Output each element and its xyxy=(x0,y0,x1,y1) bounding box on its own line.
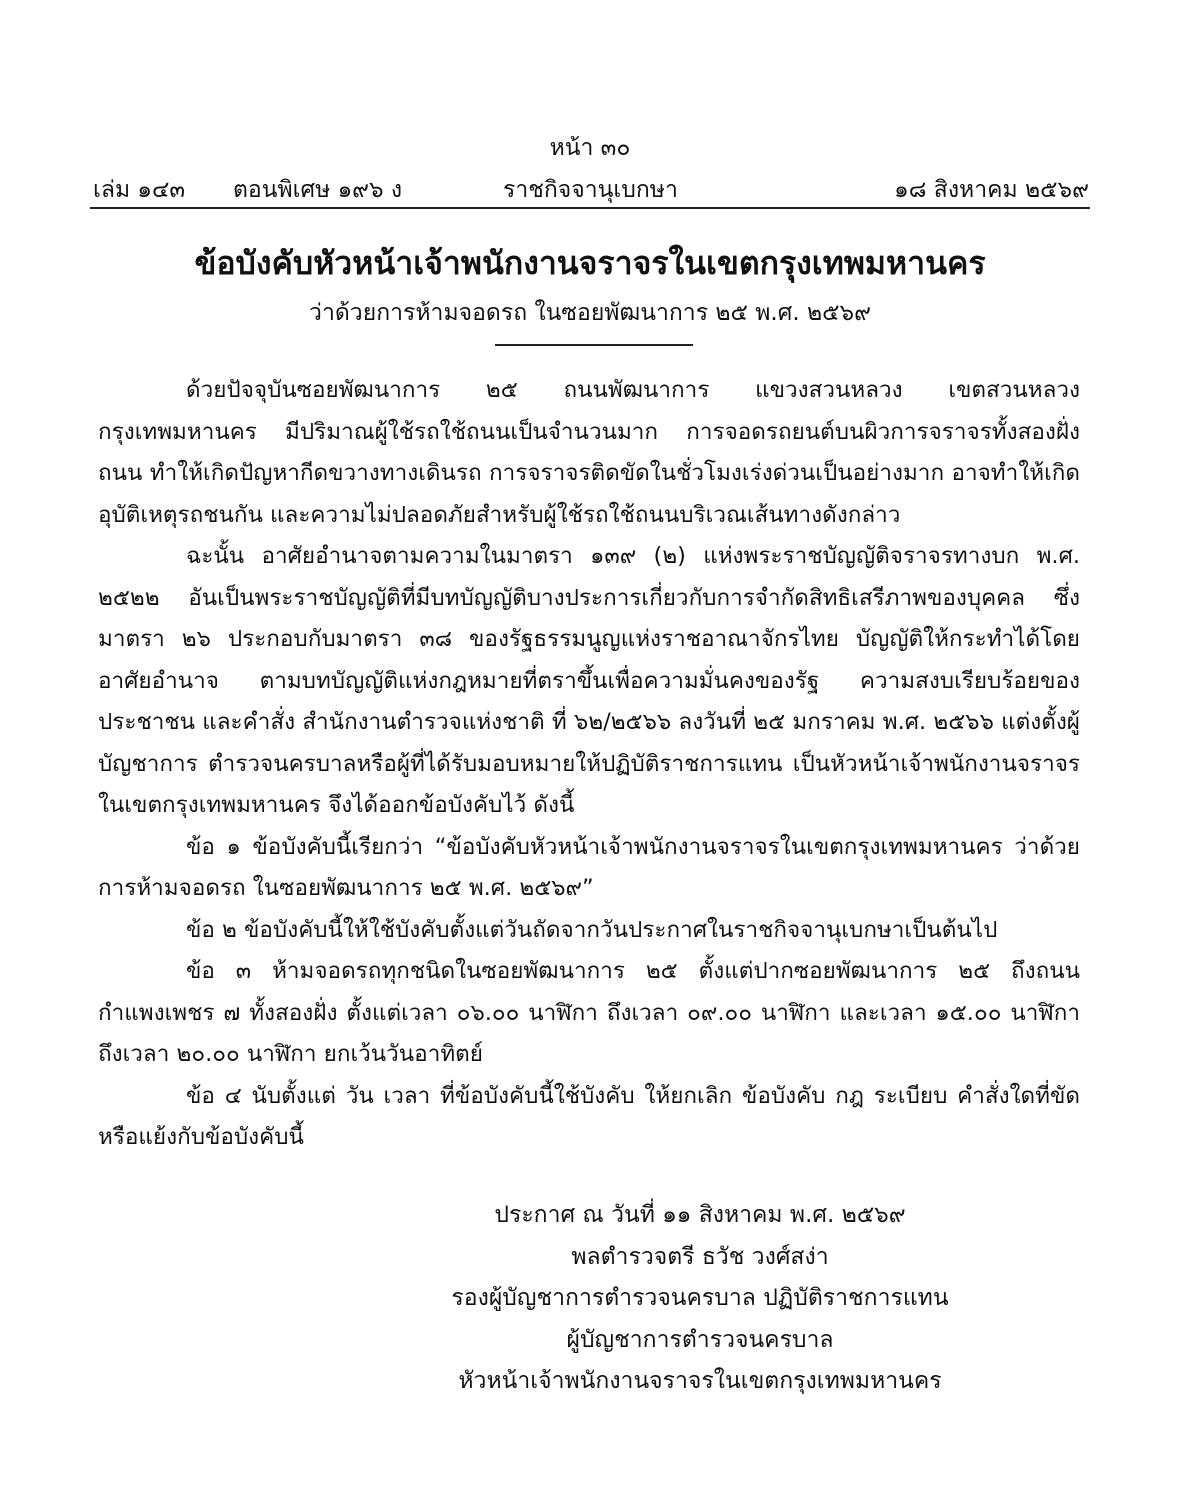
document-title: ข้อบังคับหัวหน้าเจ้าพนักงานจราจรในเขตกรุงเทพมหานคร xyxy=(194,244,986,282)
signature-block xyxy=(380,1195,1020,1403)
document-subtitle: ว่าด้วยการห้ามจอดรถ ในซอยพัฒนาการ ๒๕ พ.ศ. ๒๕๖๙ xyxy=(309,300,871,326)
authority-paragraph: ฉะนั้น อาศัยอำนาจตามความในมาตรา ๑๓๙ (๒) แห่งพระราชบัญญัติจราจรทางบก พ.ศ. ๒๕๒๒ อันเป็นพระราชบัญญัติที่มีบทบัญญัติบางประการเกี่ยวกับการจำกัดสิทธิเสรีภาพของบุคคล ซึ่งมาตรา ๒๖ ประกอบกับมาตรา ๓๘ ของรัฐธรรมนูญแห่งราชอาณาจักรไทย บัญญัติให้กระทำได้โดยอาศัยอำนาจ ตามบทบัญญัติแห่งกฎหมายที่ตราขึ้นเพื่อความมั่นคงของรัฐ ความสงบเรียบร้อยของประชาชน และคำสั่ง สำนักงานตำรวจแห่งชาติ ที่ ๖๒/๒๕๖๖ ลงวันที่ ๒๕ มกราคม พ.ศ. ๒๕๖๖ แต่งตั้งผู้บัญชาการ ตำรวจนครบาลหรือผู้ที่ได้รับมอบหมายให้ปฏิบัติราชการแทน เป็นหัวหน้าเจ้าพนักงานจราจร ในเขตกรุงเทพมหานคร จึงได้ออกข้อบังคับไว้ ดังนี้ xyxy=(98,543,1080,818)
clause-2: ข้อ ๒ ข้อบังคับนี้ให้ใช้บังคับตั้งแต่วันถัดจากวันประกาศในราชกิจจานุเบกษาเป็นต้นไป xyxy=(186,916,998,943)
preamble-paragraph: ด้วยปัจจุบันซอยพัฒนาการ ๒๕ ถนนพัฒนาการ แขวงสวนหลวง เขตสวนหลวง กรุงเทพมหานคร มีปริมาณผู้ใช้รถใช้ถนนเป็นจำนวนมาก การจอดรถยนต์บนผิวการจราจรทั้งสองฝั่งถนน ทำให้เกิดปัญหากีดขวางทางเดินรถ การจราจรติดขัดในชั่วโมงเร่งด่วนเป็นอย่างมาก อาจทำให้เกิด อุบัติเหตุรถชนกัน และความไม่ปลอดภัยสำหรับผู้ใช้รถใช้ถนนบริเวณเส้นทางดังกล่าว xyxy=(98,377,1080,528)
announcement-date: ประกาศ ณ วันที่ ๑๑ สิงหาคม พ.ศ. ๒๕๖๙ xyxy=(494,1202,906,1228)
clause-1: ข้อ ๑ ข้อบังคับนี้เรียกว่า “ข้อบังคับหัวหน้าเจ้าพนักงานจราจรในเขตกรุงเทพมหานคร ว่าด้วยการห้ามจอดรถ ในซอยพัฒนาการ ๒๕ พ.ศ. ๒๕๖๙” xyxy=(98,833,1080,901)
signatory-position: รองผู้บัญชาการตำรวจนครบาล ปฏิบัติราชการแทน xyxy=(451,1285,949,1311)
gazette-name: ราชกิจจานุเบกษา xyxy=(503,177,678,203)
clause-4: ข้อ ๔ นับตั้งแต่ วัน เวลา ที่ข้อบังคับนี้ใช้บังคับ ให้ยกเลิก ข้อบังคับ กฎ ระเบียบ คำสั่งใดที่ขัดหรือแย้งกับข้อบังคับนี้ xyxy=(98,1082,1080,1150)
section-number: ตอนพิเศษ ๑๙๖ ง xyxy=(233,177,403,203)
signatory-name: พลตำรวจตรี ธวัช วงศ์สง่า xyxy=(571,1243,829,1270)
page-number: หน้า ๓๐ xyxy=(549,135,631,161)
document-body xyxy=(98,370,1080,1159)
gazette-header xyxy=(93,172,1089,204)
signatory-position: หัวหน้าเจ้าพนักงานจราจรในเขตกรุงเทพมหานคร xyxy=(458,1368,942,1394)
signatory-position: ผู้บัญชาการตำรวจนครบาล xyxy=(566,1326,834,1353)
title-divider xyxy=(495,344,693,346)
volume-number: เล่ม ๑๔๓ xyxy=(93,177,186,203)
publication-date: ๑๘ สิงหาคม ๒๕๖๙ xyxy=(894,177,1089,203)
clause-3: ข้อ ๓ ห้ามจอดรถทุกชนิดในซอยพัฒนาการ ๒๕ ตั้งแต่ปากซอยพัฒนาการ ๒๕ ถึงถนนกำแพงเพชร ๗ ทั้งสองฝั่ง ตั้งแต่เวลา ๐๖.๐๐ นาฬิกา ถึงเวลา ๐๙.๐๐ นาฬิกา และเวลา ๑๕.๐๐ นาฬิกา ถึงเวลา ๒๐.๐๐ นาฬิกา ยกเว้นวันอาทิตย์ xyxy=(98,958,1080,1067)
header-divider xyxy=(90,207,1090,209)
